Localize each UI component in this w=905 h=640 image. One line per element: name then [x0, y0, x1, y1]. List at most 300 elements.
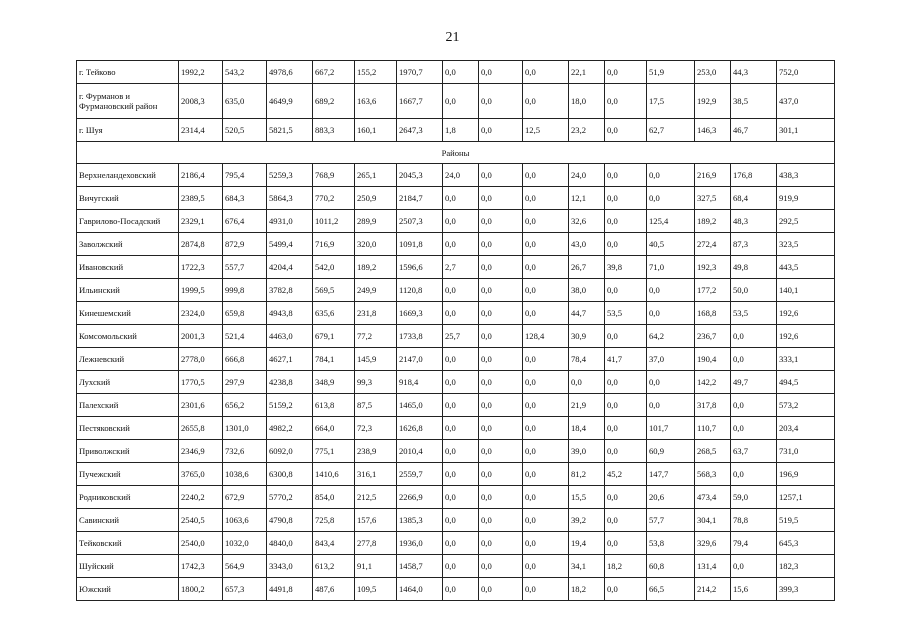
value-cell: 26,7: [569, 256, 605, 279]
territory-name-cell: г. Фурманов и Фурмановский район: [77, 84, 179, 119]
value-cell: 0,0: [479, 555, 523, 578]
territory-name-cell: Ивановский: [77, 256, 179, 279]
value-cell: 59,0: [731, 486, 777, 509]
value-cell: 32,6: [569, 210, 605, 233]
value-cell: 0,0: [523, 417, 569, 440]
value-cell: 196,9: [777, 463, 835, 486]
value-cell: 543,2: [223, 61, 267, 84]
value-cell: 6092,0: [267, 440, 313, 463]
value-cell: 140,1: [777, 279, 835, 302]
territory-name-cell: Южский: [77, 578, 179, 601]
table-row: [77, 463, 835, 486]
value-cell: 238,9: [355, 440, 397, 463]
value-cell: 5259,3: [267, 164, 313, 187]
value-cell: 39,8: [605, 256, 647, 279]
value-cell: 71,0: [647, 256, 695, 279]
value-cell: 131,4: [695, 555, 731, 578]
value-cell: 0,0: [605, 210, 647, 233]
value-cell: 1667,7: [397, 84, 443, 119]
value-cell: 672,9: [223, 486, 267, 509]
value-cell: 0,0: [443, 233, 479, 256]
value-cell: 0,0: [605, 578, 647, 601]
value-cell: 0,0: [523, 348, 569, 371]
territory-name-cell: Палехский: [77, 394, 179, 417]
value-cell: 192,6: [777, 302, 835, 325]
table-row: [77, 84, 835, 119]
value-cell: 679,1: [313, 325, 355, 348]
value-cell: 1257,1: [777, 486, 835, 509]
value-cell: 569,5: [313, 279, 355, 302]
page-number: 21: [445, 30, 460, 45]
value-cell: 1465,0: [397, 394, 443, 417]
value-cell: 487,6: [313, 578, 355, 601]
value-cell: 2184,7: [397, 187, 443, 210]
value-cell: 25,7: [443, 325, 479, 348]
value-cell: 289,9: [355, 210, 397, 233]
value-cell: 37,0: [647, 348, 695, 371]
value-cell: 5770,2: [267, 486, 313, 509]
value-cell: 323,5: [777, 233, 835, 256]
value-cell: 656,2: [223, 394, 267, 417]
table-row: [77, 486, 835, 509]
value-cell: 44,7: [569, 302, 605, 325]
value-cell: 2329,1: [179, 210, 223, 233]
value-cell: 0,0: [479, 302, 523, 325]
value-cell: 0,0: [605, 440, 647, 463]
value-cell: 0,0: [605, 371, 647, 394]
value-cell: 2001,3: [179, 325, 223, 348]
section-label: Районы: [77, 142, 835, 164]
value-cell: 473,4: [695, 486, 731, 509]
table-row: [77, 119, 835, 142]
value-cell: 664,0: [313, 417, 355, 440]
value-cell: 18,0: [569, 84, 605, 119]
value-cell: 437,0: [777, 84, 835, 119]
value-cell: 0,0: [523, 302, 569, 325]
value-cell: 62,7: [647, 119, 695, 142]
value-cell: 63,7: [731, 440, 777, 463]
value-cell: 72,3: [355, 417, 397, 440]
value-cell: 81,2: [569, 463, 605, 486]
value-cell: 0,0: [605, 279, 647, 302]
value-cell: 0,0: [731, 325, 777, 348]
value-cell: 0,0: [523, 210, 569, 233]
value-cell: 716,9: [313, 233, 355, 256]
value-cell: 292,5: [777, 210, 835, 233]
value-cell: 250,9: [355, 187, 397, 210]
statistics-table: [76, 60, 835, 601]
table-row: [77, 256, 835, 279]
value-cell: 231,8: [355, 302, 397, 325]
value-cell: 0,0: [443, 394, 479, 417]
value-cell: 676,4: [223, 210, 267, 233]
value-cell: 249,9: [355, 279, 397, 302]
value-cell: 494,5: [777, 371, 835, 394]
value-cell: 1,8: [443, 119, 479, 142]
value-cell: 0,0: [605, 233, 647, 256]
value-cell: 142,2: [695, 371, 731, 394]
value-cell: 49,7: [731, 371, 777, 394]
value-cell: 1596,6: [397, 256, 443, 279]
value-cell: 0,0: [647, 279, 695, 302]
value-cell: 212,5: [355, 486, 397, 509]
value-cell: 657,3: [223, 578, 267, 601]
value-cell: 4931,0: [267, 210, 313, 233]
value-cell: 0,0: [479, 371, 523, 394]
value-cell: 0,0: [523, 187, 569, 210]
value-cell: 3343,0: [267, 555, 313, 578]
value-cell: 66,5: [647, 578, 695, 601]
table-row: [77, 578, 835, 601]
value-cell: 732,6: [223, 440, 267, 463]
value-cell: 2301,6: [179, 394, 223, 417]
value-cell: 0,0: [443, 440, 479, 463]
value-cell: 301,1: [777, 119, 835, 142]
value-cell: 0,0: [479, 210, 523, 233]
value-cell: 78,8: [731, 509, 777, 532]
table-row: [77, 555, 835, 578]
value-cell: 5499,4: [267, 233, 313, 256]
value-cell: 177,2: [695, 279, 731, 302]
value-cell: 316,1: [355, 463, 397, 486]
value-cell: 253,0: [695, 61, 731, 84]
value-cell: 0,0: [443, 555, 479, 578]
value-cell: 2324,0: [179, 302, 223, 325]
value-cell: 399,3: [777, 578, 835, 601]
value-cell: 268,5: [695, 440, 731, 463]
value-cell: 0,0: [731, 417, 777, 440]
value-cell: 53,5: [605, 302, 647, 325]
value-cell: 0,0: [479, 256, 523, 279]
value-cell: 684,3: [223, 187, 267, 210]
territory-name-cell: Заволжский: [77, 233, 179, 256]
value-cell: 0,0: [731, 555, 777, 578]
value-cell: 3765,0: [179, 463, 223, 486]
value-cell: 15,5: [569, 486, 605, 509]
table-row: [77, 164, 835, 187]
territory-name-cell: Пестяковский: [77, 417, 179, 440]
value-cell: 329,6: [695, 532, 731, 555]
value-cell: 79,4: [731, 532, 777, 555]
value-cell: 39,2: [569, 509, 605, 532]
value-cell: 236,7: [695, 325, 731, 348]
value-cell: 0,0: [479, 417, 523, 440]
table-row: [77, 325, 835, 348]
value-cell: 1936,0: [397, 532, 443, 555]
territory-name-cell: г. Шуя: [77, 119, 179, 142]
value-cell: 64,2: [647, 325, 695, 348]
value-cell: 6300,8: [267, 463, 313, 486]
table-row: [77, 532, 835, 555]
value-cell: 87,3: [731, 233, 777, 256]
value-cell: 163,6: [355, 84, 397, 119]
value-cell: 53,8: [647, 532, 695, 555]
value-cell: 41,7: [605, 348, 647, 371]
value-cell: 689,2: [313, 84, 355, 119]
value-cell: 1011,2: [313, 210, 355, 233]
value-cell: 0,0: [479, 394, 523, 417]
value-cell: 5821,5: [267, 119, 313, 142]
value-cell: 272,4: [695, 233, 731, 256]
value-cell: 2540,5: [179, 509, 223, 532]
value-cell: 60,8: [647, 555, 695, 578]
value-cell: 1038,6: [223, 463, 267, 486]
value-cell: 635,6: [313, 302, 355, 325]
value-cell: 0,0: [523, 555, 569, 578]
value-cell: 557,7: [223, 256, 267, 279]
value-cell: 443,5: [777, 256, 835, 279]
value-cell: 0,0: [479, 279, 523, 302]
value-cell: 519,5: [777, 509, 835, 532]
value-cell: 4491,8: [267, 578, 313, 601]
value-cell: 0,0: [443, 417, 479, 440]
value-cell: 4649,9: [267, 84, 313, 119]
value-cell: 2559,7: [397, 463, 443, 486]
value-cell: 1120,8: [397, 279, 443, 302]
value-cell: 1091,8: [397, 233, 443, 256]
value-cell: 38,0: [569, 279, 605, 302]
value-cell: 0,0: [443, 279, 479, 302]
value-cell: 214,2: [695, 578, 731, 601]
value-cell: 2778,0: [179, 348, 223, 371]
value-cell: 0,0: [479, 325, 523, 348]
table-row: [77, 302, 835, 325]
value-cell: 0,0: [443, 578, 479, 601]
value-cell: 39,0: [569, 440, 605, 463]
value-cell: 0,0: [605, 532, 647, 555]
value-cell: 45,2: [605, 463, 647, 486]
territory-name-cell: Лухский: [77, 371, 179, 394]
value-cell: 0,0: [647, 302, 695, 325]
table-row: [77, 348, 835, 371]
value-cell: 147,7: [647, 463, 695, 486]
value-cell: 18,2: [605, 555, 647, 578]
value-cell: 0,0: [443, 187, 479, 210]
value-cell: 110,7: [695, 417, 731, 440]
table-row: [77, 233, 835, 256]
value-cell: 2647,3: [397, 119, 443, 142]
value-cell: 795,4: [223, 164, 267, 187]
value-cell: 667,2: [313, 61, 355, 84]
value-cell: 2008,3: [179, 84, 223, 119]
value-cell: 4790,8: [267, 509, 313, 532]
value-cell: 38,5: [731, 84, 777, 119]
value-cell: 0,0: [523, 509, 569, 532]
value-cell: 5864,3: [267, 187, 313, 210]
table-row: [77, 509, 835, 532]
value-cell: 0,0: [479, 578, 523, 601]
value-cell: 333,1: [777, 348, 835, 371]
value-cell: 12,5: [523, 119, 569, 142]
value-cell: 0,0: [647, 187, 695, 210]
value-cell: 60,9: [647, 440, 695, 463]
value-cell: 1385,3: [397, 509, 443, 532]
value-cell: 1770,5: [179, 371, 223, 394]
value-cell: 4627,1: [267, 348, 313, 371]
territory-name-cell: Ильинский: [77, 279, 179, 302]
value-cell: 22,1: [569, 61, 605, 84]
value-cell: 521,4: [223, 325, 267, 348]
value-cell: 0,0: [443, 371, 479, 394]
value-cell: 0,0: [479, 348, 523, 371]
value-cell: 277,8: [355, 532, 397, 555]
value-cell: 0,0: [443, 509, 479, 532]
value-cell: 520,5: [223, 119, 267, 142]
value-cell: 0,0: [479, 486, 523, 509]
value-cell: 564,9: [223, 555, 267, 578]
value-cell: 0,0: [523, 440, 569, 463]
value-cell: 768,9: [313, 164, 355, 187]
value-cell: 348,9: [313, 371, 355, 394]
value-cell: 0,0: [605, 187, 647, 210]
value-cell: 0,0: [523, 233, 569, 256]
value-cell: 168,8: [695, 302, 731, 325]
value-cell: 0,0: [443, 61, 479, 84]
value-cell: 0,0: [523, 463, 569, 486]
value-cell: 2147,0: [397, 348, 443, 371]
value-cell: 918,4: [397, 371, 443, 394]
value-cell: 44,3: [731, 61, 777, 84]
value-cell: 0,0: [523, 371, 569, 394]
territory-name-cell: г. Тейково: [77, 61, 179, 84]
value-cell: 0,0: [523, 279, 569, 302]
value-cell: 24,0: [569, 164, 605, 187]
value-cell: 157,6: [355, 509, 397, 532]
value-cell: 0,0: [731, 463, 777, 486]
value-cell: 2240,2: [179, 486, 223, 509]
value-cell: 0,0: [647, 371, 695, 394]
table-body: [77, 61, 835, 601]
value-cell: 999,8: [223, 279, 267, 302]
value-cell: 109,5: [355, 578, 397, 601]
value-cell: 1063,6: [223, 509, 267, 532]
value-cell: 0,0: [731, 348, 777, 371]
value-cell: 78,4: [569, 348, 605, 371]
value-cell: 0,0: [523, 578, 569, 601]
territory-name-cell: Родниковский: [77, 486, 179, 509]
value-cell: 0,0: [523, 84, 569, 119]
value-cell: 51,9: [647, 61, 695, 84]
value-cell: 2186,4: [179, 164, 223, 187]
value-cell: 2314,4: [179, 119, 223, 142]
value-cell: 18,4: [569, 417, 605, 440]
value-cell: 17,5: [647, 84, 695, 119]
territory-name-cell: Лежневский: [77, 348, 179, 371]
value-cell: 19,4: [569, 532, 605, 555]
territory-name-cell: Тейковский: [77, 532, 179, 555]
value-cell: 317,8: [695, 394, 731, 417]
value-cell: 2874,8: [179, 233, 223, 256]
value-cell: 659,8: [223, 302, 267, 325]
value-cell: 4204,4: [267, 256, 313, 279]
value-cell: 854,0: [313, 486, 355, 509]
value-cell: 883,3: [313, 119, 355, 142]
value-cell: 0,0: [479, 532, 523, 555]
value-cell: 2507,3: [397, 210, 443, 233]
territory-name-cell: Вичугский: [77, 187, 179, 210]
value-cell: 57,7: [647, 509, 695, 532]
value-cell: 91,1: [355, 555, 397, 578]
value-cell: 77,2: [355, 325, 397, 348]
value-cell: 438,3: [777, 164, 835, 187]
value-cell: 50,0: [731, 279, 777, 302]
value-cell: 770,2: [313, 187, 355, 210]
value-cell: 0,0: [647, 394, 695, 417]
value-cell: 4943,8: [267, 302, 313, 325]
value-cell: 0,0: [523, 532, 569, 555]
table-row: [77, 371, 835, 394]
value-cell: 568,3: [695, 463, 731, 486]
value-cell: 192,9: [695, 84, 731, 119]
value-cell: 784,1: [313, 348, 355, 371]
value-cell: 0,0: [605, 119, 647, 142]
value-cell: 24,0: [443, 164, 479, 187]
value-cell: 4978,6: [267, 61, 313, 84]
value-cell: 128,4: [523, 325, 569, 348]
value-cell: 1301,0: [223, 417, 267, 440]
value-cell: 0,0: [605, 417, 647, 440]
value-cell: 49,8: [731, 256, 777, 279]
table-row: [77, 210, 835, 233]
value-cell: 0,0: [523, 394, 569, 417]
value-cell: 5159,2: [267, 394, 313, 417]
value-cell: 1410,6: [313, 463, 355, 486]
value-cell: 573,2: [777, 394, 835, 417]
territory-name-cell: Пучежский: [77, 463, 179, 486]
value-cell: 192,3: [695, 256, 731, 279]
value-cell: 542,0: [313, 256, 355, 279]
value-cell: 1970,7: [397, 61, 443, 84]
value-cell: 4238,8: [267, 371, 313, 394]
value-cell: 2540,0: [179, 532, 223, 555]
value-cell: 0,0: [647, 164, 695, 187]
value-cell: 613,2: [313, 555, 355, 578]
value-cell: 4982,2: [267, 417, 313, 440]
value-cell: 843,4: [313, 532, 355, 555]
value-cell: 23,2: [569, 119, 605, 142]
value-cell: 0,0: [605, 394, 647, 417]
value-cell: 320,0: [355, 233, 397, 256]
value-cell: 30,9: [569, 325, 605, 348]
value-cell: 99,3: [355, 371, 397, 394]
value-cell: 48,3: [731, 210, 777, 233]
value-cell: 0,0: [479, 61, 523, 84]
value-cell: 203,4: [777, 417, 835, 440]
value-cell: 0,0: [443, 486, 479, 509]
value-cell: 0,0: [605, 509, 647, 532]
table-row: [77, 417, 835, 440]
value-cell: 34,1: [569, 555, 605, 578]
table-row: [77, 279, 835, 302]
territory-name-cell: Комсомольский: [77, 325, 179, 348]
value-cell: 160,1: [355, 119, 397, 142]
value-cell: 1722,3: [179, 256, 223, 279]
value-cell: 1669,3: [397, 302, 443, 325]
value-cell: 0,0: [443, 302, 479, 325]
value-cell: 20,6: [647, 486, 695, 509]
value-cell: 0,0: [479, 164, 523, 187]
value-cell: 2655,8: [179, 417, 223, 440]
value-cell: 1742,3: [179, 555, 223, 578]
value-cell: 297,9: [223, 371, 267, 394]
value-cell: 1464,0: [397, 578, 443, 601]
value-cell: 0,0: [605, 84, 647, 119]
value-cell: 2389,5: [179, 187, 223, 210]
value-cell: 155,2: [355, 61, 397, 84]
value-cell: 146,3: [695, 119, 731, 142]
value-cell: 2010,4: [397, 440, 443, 463]
table-row: [77, 187, 835, 210]
